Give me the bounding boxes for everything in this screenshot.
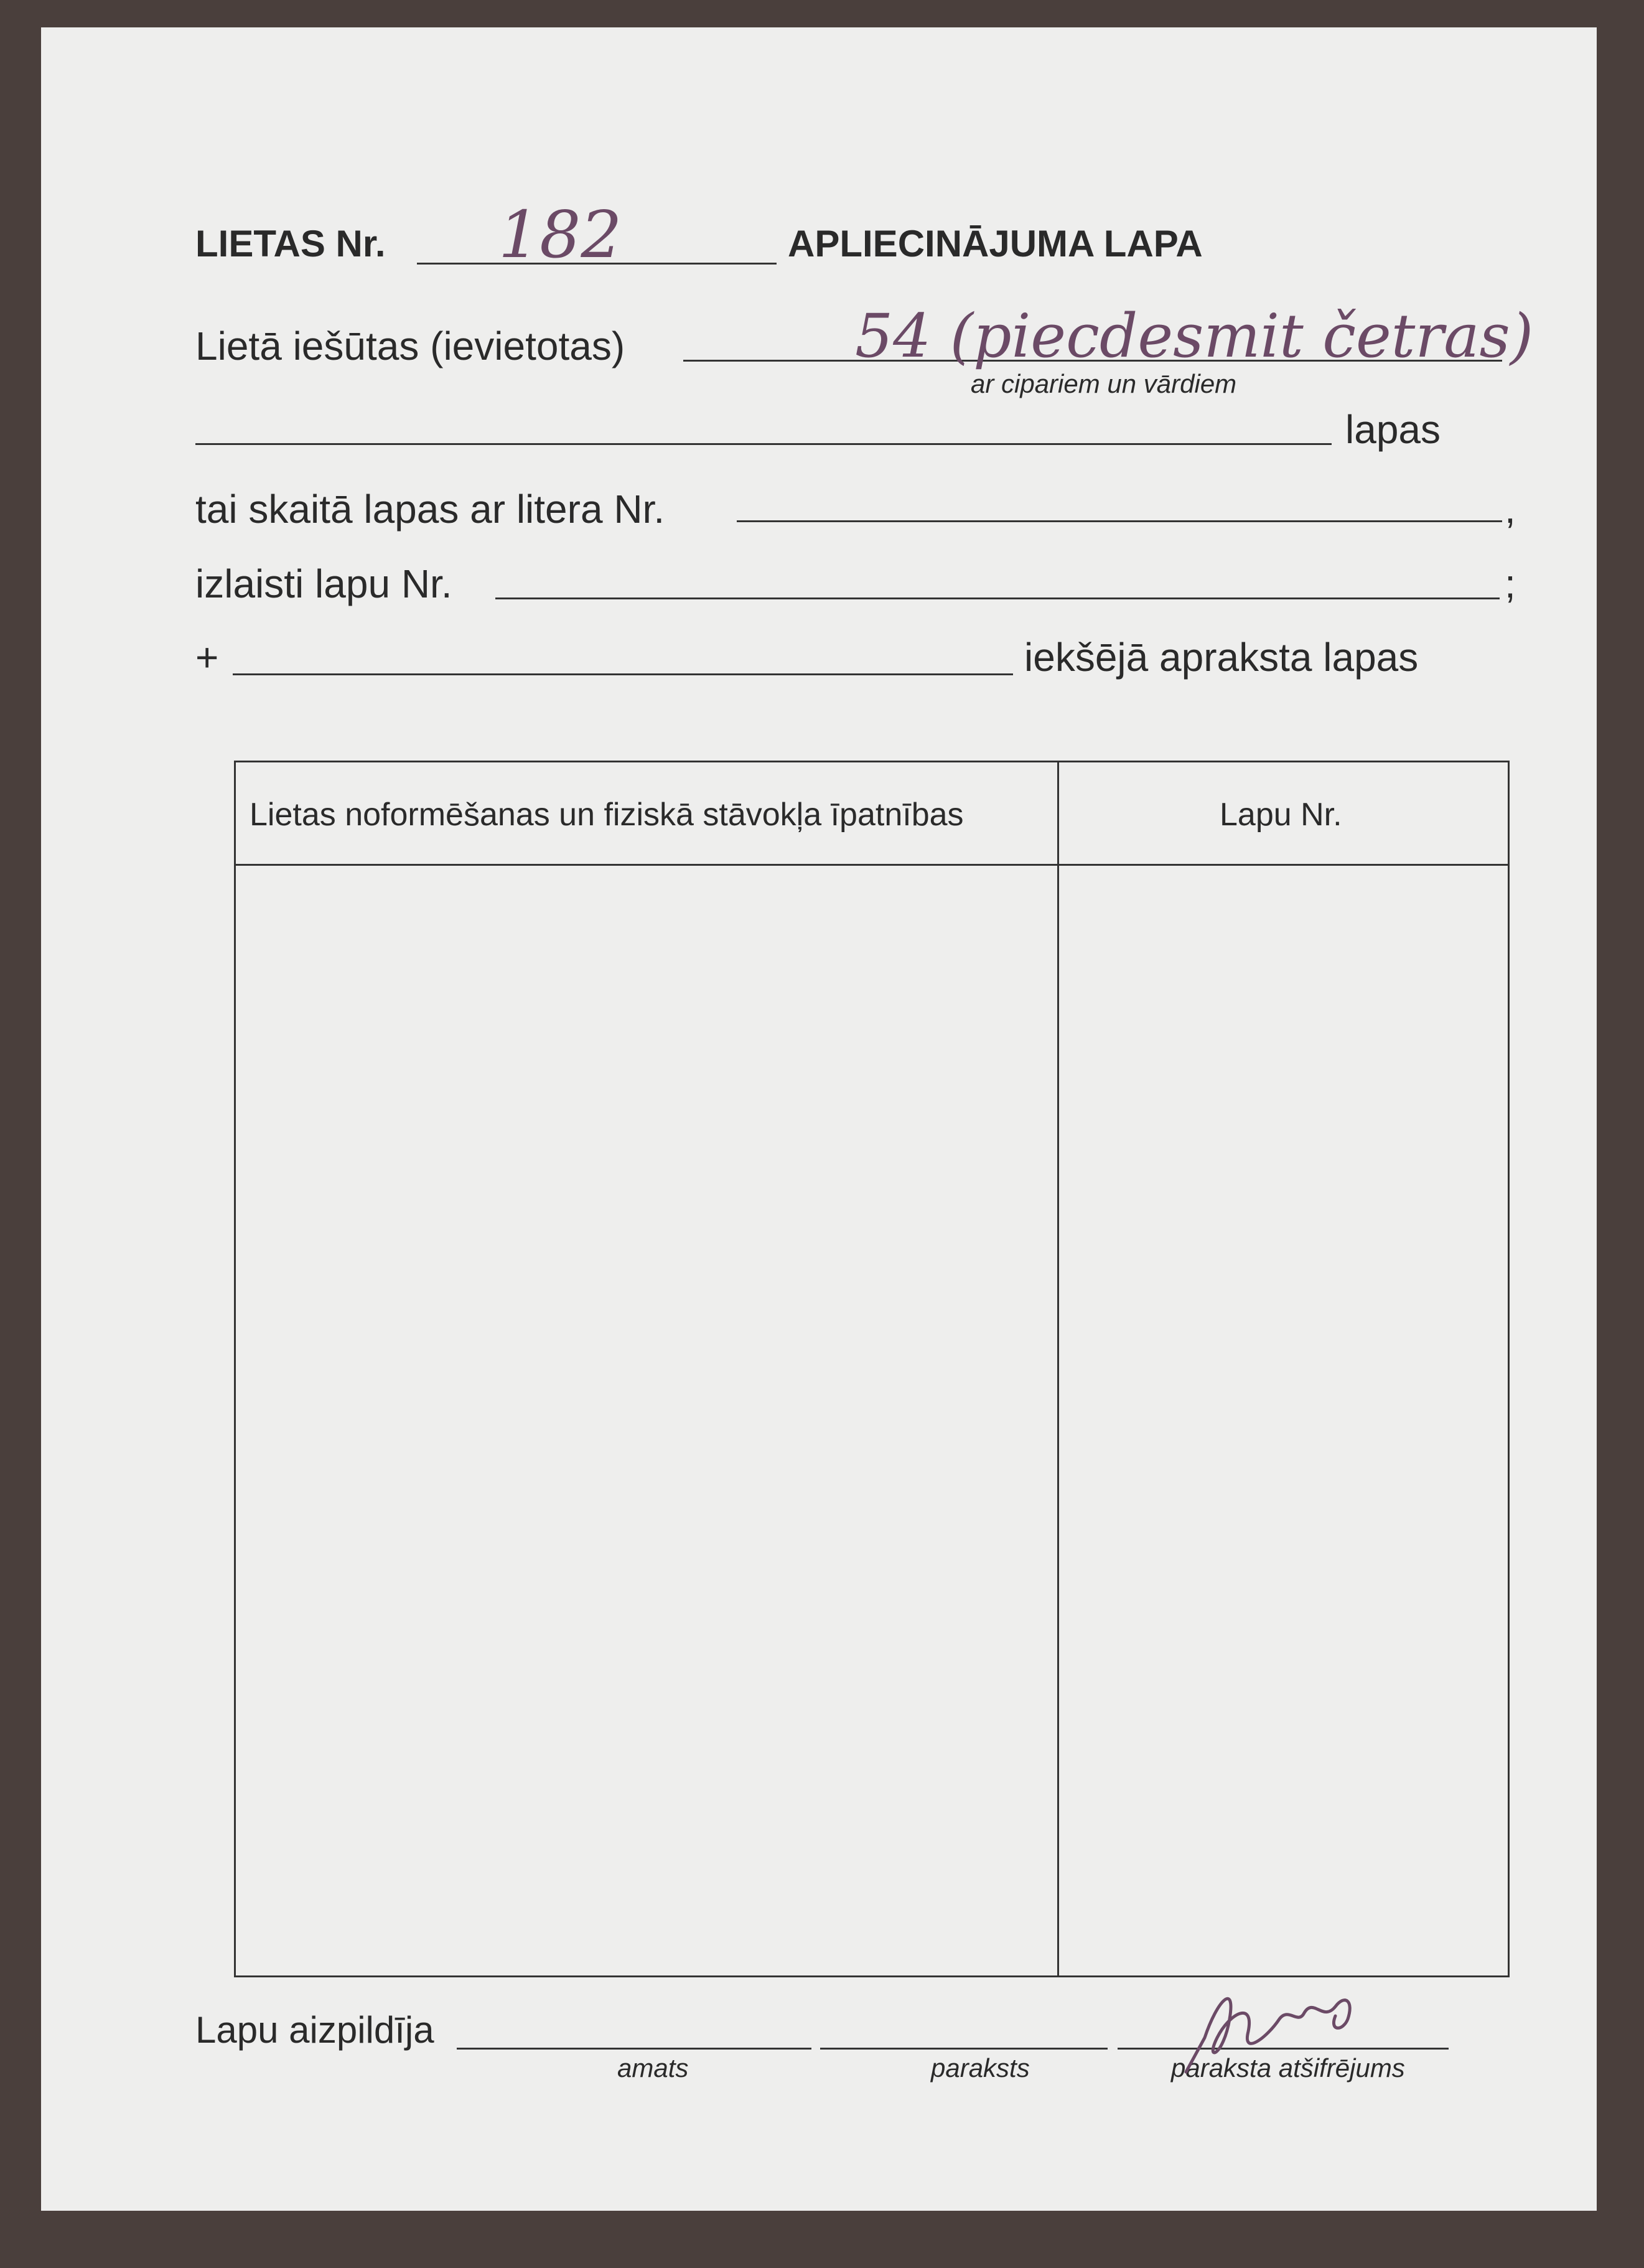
omitted-punct: ;	[1505, 561, 1516, 606]
table-header-page-numbers: Lapu Nr.	[1220, 797, 1342, 833]
case-label: LIETAS Nr.	[195, 223, 386, 265]
litera-label: tai skaitā lapas ar litera Nr.	[195, 487, 665, 532]
sheet-title: APLIECINĀJUMA LAPA	[788, 223, 1203, 265]
position-caption: amats	[617, 2053, 689, 2083]
plus-sign: +	[195, 635, 219, 680]
table-header-features: Lietas noformēšanas un fiziskā stāvokļa īpatnības	[250, 797, 964, 833]
document-sheet	[41, 27, 1597, 2211]
sewn-label: Lietā iešūtas (ievietotas)	[195, 324, 625, 368]
sewn-hint: ar cipariem un vārdiem	[971, 369, 1237, 398]
litera-line	[737, 520, 1502, 522]
signature-line	[820, 2048, 1108, 2050]
litera-punct: ,	[1505, 487, 1516, 532]
sewn-continuation-line	[195, 443, 1332, 445]
omitted-label: izlaisti lapu Nr.	[195, 561, 452, 606]
signature-caption: paraksts	[931, 2053, 1030, 2083]
decoding-caption: paraksta atšifrējums	[1171, 2053, 1405, 2083]
table-header-divider	[236, 864, 1508, 866]
filled-by-label: Lapu aizpildīja	[195, 2009, 434, 2051]
inventory-suffix: iekšējā apraksta lapas	[1024, 635, 1419, 680]
inventory-line	[233, 673, 1013, 675]
case-number-handwritten: 182	[498, 197, 622, 273]
omitted-line	[495, 597, 1500, 599]
handwritten-signature	[1180, 1963, 1391, 2081]
table-column-divider	[1057, 762, 1059, 1975]
sewn-value-handwritten: 54 (piecdesmit četras)	[855, 301, 1534, 371]
position-line	[457, 2048, 811, 2050]
features-table	[234, 761, 1510, 1977]
pages-suffix: lapas	[1345, 407, 1441, 452]
